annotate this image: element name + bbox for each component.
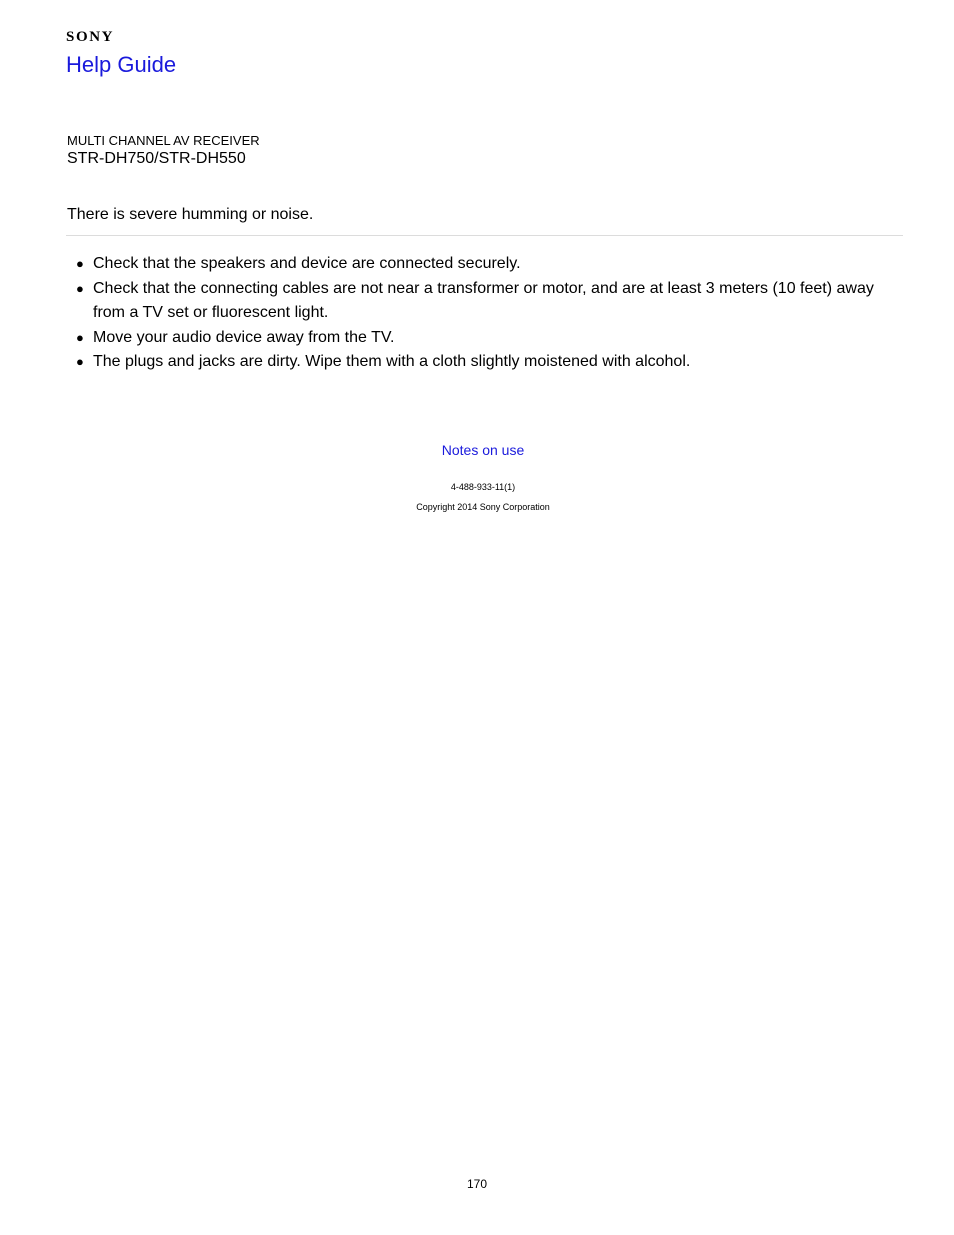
sony-logo: SONY <box>66 29 115 45</box>
list-item-text: Check that the speakers and device are connected securely. <box>93 255 521 272</box>
bullet-icon: ● <box>76 280 84 296</box>
bullet-icon: ● <box>76 256 84 271</box>
notes-on-use-link[interactable]: Notes on use <box>441 442 525 458</box>
document-number: 4-488-933-11(1) <box>450 482 516 492</box>
model-name: STR-DH750/STR-DH550 <box>67 150 246 167</box>
help-guide-link[interactable]: Help Guide <box>66 52 177 77</box>
list-item-text: Check that the connecting cables are not near a transformer or motor, and are at least 3 meters (10 feet) away from a TV set or fluorescent light. <box>93 279 874 321</box>
list-item <box>66 277 886 326</box>
bullet-icon: ● <box>76 329 84 345</box>
page-number: 170 <box>466 1177 488 1191</box>
list-item-text: Move your audio device away from the TV. <box>93 328 395 346</box>
title-divider <box>66 235 903 236</box>
tips-list <box>66 252 886 375</box>
page-title: There is severe humming or noise. <box>67 206 314 223</box>
bullet-icon: ● <box>76 354 84 369</box>
list-item-text: The plugs and jacks are dirty. Wipe them with a cloth slightly moistened with alcohol. <box>93 353 691 370</box>
product-category: MULTI CHANNEL AV RECEIVER <box>67 133 260 148</box>
list-item <box>66 252 886 277</box>
copyright-notice: Copyright 2014 Sony Corporation <box>416 502 550 512</box>
list-item <box>66 350 886 375</box>
list-item <box>66 326 886 351</box>
